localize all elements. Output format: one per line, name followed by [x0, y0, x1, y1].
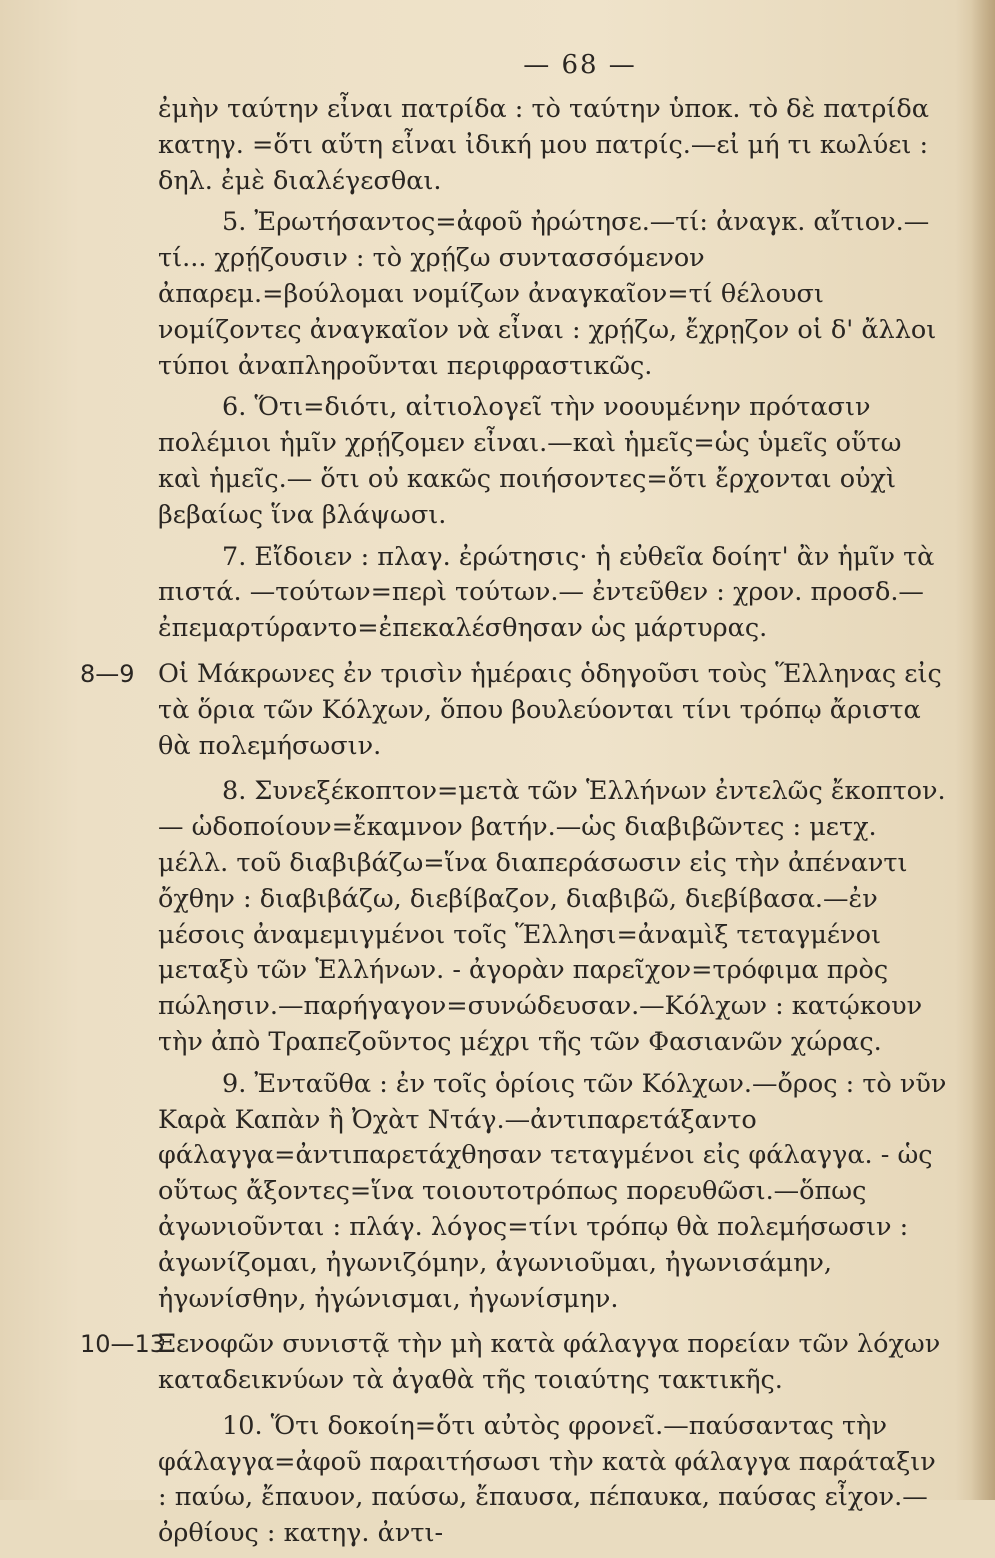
paragraph-note-6: 6. Ὅτι=διότι, αἰτιολογεῖ τὴν νοουμένην πρότασιν πολέμιοι ἡμῖν χρῄζομεν εἶναι.—καὶ ἡμεῖς=ὡς ὑμεῖς οὕτω καὶ ἡμεῖς.— ὅτι οὐ κακῶς ποιήσοντες=ὅτι ἔρχονται οὐχὶ βεβαίως ἵνα βλάψωσι.	[158, 392, 902, 530]
paragraph-note-5: 5. Ἐρωτήσαντος=ἀφοῦ ἠρώτησε.—τί: ἀναγκ. αἴτιον.—τί... χρῄζουσιν : τὸ χρῄζω συντασσόμενον ἀπαρεμ.=βούλομαι νομίζων ἀναγκαῖον=τί θέλουσι νομίζοντες ἀναγκαῖον νὰ εἶναι : χρῄζω, ἔχρῃζον οἱ δ' ἄλλοι τύποι ἀναπληροῦνται περιφραστικῶς.	[158, 207, 937, 381]
paragraph-note-9: 9. Ἐνταῦθα : ἐν τοῖς ὁρίοις τῶν Κόλχων.—ὄρος : τὸ νῦν Καρὰ Καπὰν ἢ Ὀχὰτ Ντάγ.—ἀντιπαρετάξαντο φάλαγγα=ἀντιπαρετάχθησαν τεταγμένοι εἰς φάλαγγα. - ὡς οὕτως ἄξοντες=ἵνα τοιουτοτρόπως πορευθῶσι.—ὅπως ἀγωνιοῦνται : πλάγ. λόγος=τίνι τρόπῳ θὰ πολεμήσωσιν : ἀγωνίζομαι, ἠγωνιζόμην, ἀγωνιοῦμαι, ἠγωνισάμην, ἠγωνίσθην, ἠγώνισμαι, ἠγωνίσμην.	[158, 1068, 947, 1314]
paragraph-note-7: 7. Εἴδοιεν : πλαγ. ἐρώτησις· ἡ εὐθεῖα δοίητ' ἂν ἡμῖν τὰ πιστά. —τούτων=περὶ τούτων.— ἐντεῦθεν : χρον. προσδ.—ἐπεμαρτύραντο=ἐπεκαλέσθησαν ὡς μάρτυρας.	[158, 541, 935, 644]
section-summary-8-9	[80, 657, 948, 764]
paragraph-note-10: 10. Ὅτι δοκοίη=ὅτι αὐτὸς φρονεῖ.—παύσαντας τὴν φάλαγγα=ἀφοῦ παραιτήσωσι τὴν κατὰ φάλαγγα παράταξιν : παύω, ἔπαυον, παύσω, ἔπαυσα, πέπαυκα, παύσας εἶχον.—ὀρθίους : κατηγ. ἀντι-	[158, 1410, 936, 1549]
section-label: 10—13	[80, 1330, 166, 1359]
section-summary-text: Ξενοφῶν συνιστᾷ τὴν μὴ κατὰ φάλαγγα πορείαν τῶν λόχων καταδεικνύων τὰ ἀγαθὰ τῆς τοιαύτης τακτικῆς.	[158, 1329, 941, 1396]
page-number: — 68 —	[523, 50, 637, 80]
paragraph-continuation: ἐμὴν ταύτην εἶναι πατρίδα : τὸ ταύτην ὑποκ. τὸ δὲ πατρίδα κατηγ. =ὅτι αὕτη εἶναι ἰδική μου πατρίς.—εἰ μή τι κωλύει : δηλ. ἐμὲ διαλέγεσθαι.	[158, 94, 929, 196]
text-body	[80, 92, 948, 1558]
paragraph-note-8: 8. Συνεξέκοπτον=μετὰ τῶν Ἑλλήνων ἐντελῶς ἔκοπτον.— ὡδοποίουν=ἔκαμνον βατήν.—ὡς διαβιβῶντες : μετχ. μέλλ. τοῦ διαβιβάζω=ἵνα διαπεράσωσιν εἰς τὴν ἀπέναντι ὄχθην : διαβιβάζω, διεβίβαζον, διαβιβῶ, διεβίβασα.—ἐν μέσοις ἀναμεμιγμένοι τοῖς Ἕλλησι=ἀναμὶξ τεταγμένοι μεταξὺ τῶν Ἑλλήνων. - ἀγορὰν παρεῖχον=τρόφιμα πρὸς πώλησιν.—παρήγαγον=συνώδευσαν.—Κόλχων : κατῴκουν τὴν ἀπὸ Τραπεζοῦντος μέχρι τῆς τῶν Φασιανῶν χώρας.	[158, 776, 946, 1057]
section-summary-10-13	[80, 1327, 948, 1399]
page-fold-shadow	[971, 0, 995, 1500]
section-summary-text: Οἱ Μάκρωνες ἐν τρισὶν ἡμέραις ὁδηγοῦσι τοὺς Ἕλληνας εἰς τὰ ὅρια τῶν Κόλχων, ὅπου βουλεύονται τίνι τρόπῳ ἄριστα θὰ πολεμήσωσιν.	[158, 658, 942, 761]
section-label: 8—9	[80, 659, 135, 688]
